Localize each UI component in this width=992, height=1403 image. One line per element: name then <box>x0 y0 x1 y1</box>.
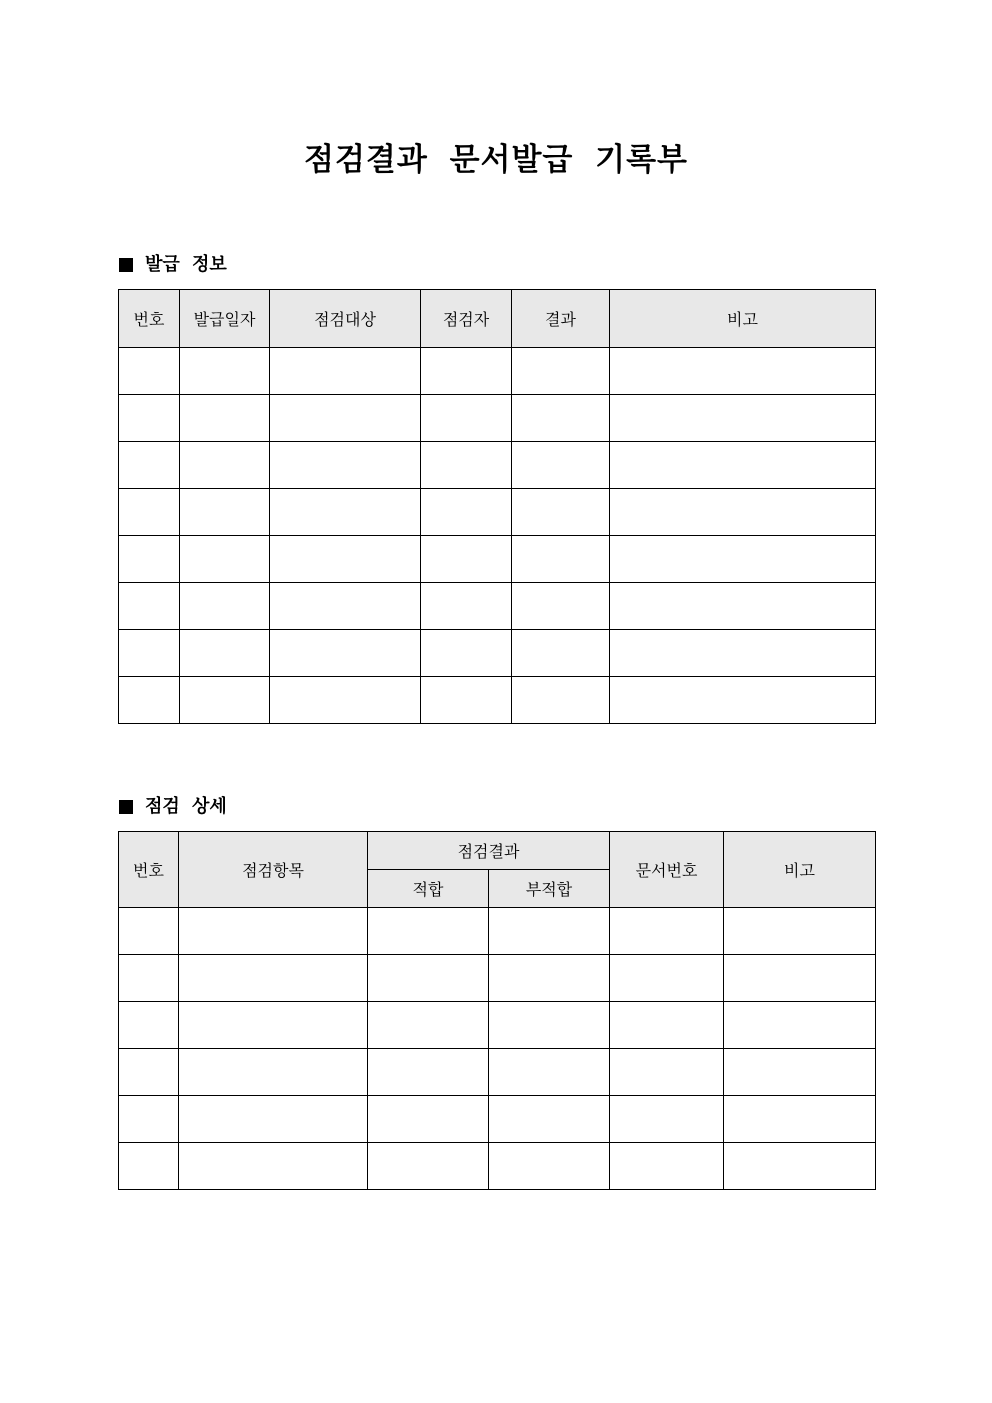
table-row <box>119 395 876 442</box>
table-cell[interactable] <box>180 630 270 677</box>
section-heading-label: 발급 정보 <box>145 254 227 275</box>
table-cell[interactable] <box>179 1143 368 1190</box>
table-row <box>119 908 876 955</box>
table-row <box>119 1143 876 1190</box>
table-cell[interactable] <box>119 1096 179 1143</box>
table-header-row <box>119 832 876 870</box>
table-cell[interactable] <box>421 442 512 489</box>
table-cell[interactable] <box>512 583 610 630</box>
table-cell[interactable] <box>724 955 876 1002</box>
table-row <box>119 536 876 583</box>
table-cell[interactable] <box>489 1049 610 1096</box>
table-cell[interactable] <box>179 955 368 1002</box>
table-cell[interactable] <box>368 1002 489 1049</box>
table-cell[interactable] <box>180 583 270 630</box>
table-cell[interactable] <box>119 1002 179 1049</box>
col-header-result: 결과 <box>512 290 610 348</box>
table-cell[interactable] <box>180 536 270 583</box>
table-row <box>119 1002 876 1049</box>
table-row <box>119 630 876 677</box>
table-cell[interactable] <box>270 583 421 630</box>
table-cell[interactable] <box>421 348 512 395</box>
table-header-row <box>119 290 876 348</box>
col-header-fail: 부적합 <box>489 870 610 908</box>
col-header-number: 번호 <box>119 832 179 908</box>
table-cell[interactable] <box>119 1143 179 1190</box>
table-cell[interactable] <box>512 536 610 583</box>
table-row <box>119 348 876 395</box>
table-cell[interactable] <box>489 1002 610 1049</box>
table-cell[interactable] <box>270 536 421 583</box>
table-cell[interactable] <box>610 1096 724 1143</box>
table-cell[interactable] <box>368 908 489 955</box>
table-cell[interactable] <box>119 908 179 955</box>
table-cell[interactable] <box>421 489 512 536</box>
table-cell[interactable] <box>180 442 270 489</box>
table-cell[interactable] <box>119 395 180 442</box>
table-cell[interactable] <box>610 1049 724 1096</box>
table-cell[interactable] <box>180 348 270 395</box>
table-cell[interactable] <box>610 583 876 630</box>
col-header-note: 비고 <box>724 832 876 908</box>
table-cell[interactable] <box>421 677 512 724</box>
col-header-pass: 적합 <box>368 870 489 908</box>
section-heading-issue <box>119 253 227 277</box>
col-header-inspector: 점검자 <box>421 290 512 348</box>
table-cell[interactable] <box>270 348 421 395</box>
table-cell[interactable] <box>119 955 179 1002</box>
col-header-inspection-target: 점검대상 <box>270 290 421 348</box>
table-cell[interactable] <box>119 348 180 395</box>
table-cell[interactable] <box>610 489 876 536</box>
table-cell[interactable] <box>180 489 270 536</box>
table-cell[interactable] <box>421 583 512 630</box>
table-cell[interactable] <box>610 348 876 395</box>
col-header-inspection-result: 점검결과 <box>368 832 610 870</box>
table-cell[interactable] <box>421 395 512 442</box>
table-cell[interactable] <box>724 1002 876 1049</box>
table-cell[interactable] <box>368 1143 489 1190</box>
table-row <box>119 955 876 1002</box>
table-cell[interactable] <box>368 955 489 1002</box>
table-cell[interactable] <box>421 536 512 583</box>
table-cell[interactable] <box>270 395 421 442</box>
table-cell[interactable] <box>368 1049 489 1096</box>
table-row <box>119 1049 876 1096</box>
table-cell[interactable] <box>512 395 610 442</box>
table-cell[interactable] <box>270 677 421 724</box>
table-cell[interactable] <box>119 536 180 583</box>
col-header-note: 비고 <box>610 290 876 348</box>
table-cell[interactable] <box>180 677 270 724</box>
table-cell[interactable] <box>119 442 180 489</box>
section-heading-detail <box>119 795 227 819</box>
table-cell[interactable] <box>724 1143 876 1190</box>
table-cell[interactable] <box>489 1143 610 1190</box>
table-cell[interactable] <box>610 908 724 955</box>
table-cell[interactable] <box>179 1096 368 1143</box>
table-cell[interactable] <box>512 348 610 395</box>
table-cell[interactable] <box>179 1002 368 1049</box>
table-cell[interactable] <box>610 1002 724 1049</box>
table-cell[interactable] <box>489 955 610 1002</box>
col-header-inspection-item: 점검항목 <box>179 832 368 908</box>
table-cell[interactable] <box>119 630 180 677</box>
issue-info-table <box>118 289 876 724</box>
col-header-issue-date: 발급일자 <box>180 290 270 348</box>
table-row <box>119 442 876 489</box>
table-cell[interactable] <box>179 1049 368 1096</box>
table-cell[interactable] <box>119 583 180 630</box>
table-cell[interactable] <box>119 1049 179 1096</box>
table-cell[interactable] <box>724 1096 876 1143</box>
table-cell[interactable] <box>421 630 512 677</box>
table-cell[interactable] <box>610 677 876 724</box>
table-cell[interactable] <box>610 395 876 442</box>
square-bullet-icon <box>119 800 133 814</box>
table-cell[interactable] <box>489 1096 610 1143</box>
table-cell[interactable] <box>270 630 421 677</box>
table-cell[interactable] <box>512 442 610 489</box>
table-cell[interactable] <box>610 955 724 1002</box>
table-cell[interactable] <box>489 908 610 955</box>
table-row <box>119 489 876 536</box>
table-cell[interactable] <box>724 1049 876 1096</box>
table-cell[interactable] <box>724 908 876 955</box>
table-cell[interactable] <box>512 489 610 536</box>
table-cell[interactable] <box>512 677 610 724</box>
table-cell[interactable] <box>270 442 421 489</box>
table-cell[interactable] <box>119 489 180 536</box>
square-bullet-icon <box>119 258 133 272</box>
table-cell[interactable] <box>610 536 876 583</box>
col-header-number: 번호 <box>119 290 180 348</box>
table-cell[interactable] <box>270 489 421 536</box>
table-cell[interactable] <box>610 442 876 489</box>
table-cell[interactable] <box>610 1143 724 1190</box>
table-row <box>119 1096 876 1143</box>
section-heading-label: 점검 상세 <box>145 796 227 817</box>
document-title: 점검결과 문서발급 기록부 <box>304 142 688 178</box>
table-row <box>119 677 876 724</box>
table-cell[interactable] <box>512 630 610 677</box>
table-cell[interactable] <box>179 908 368 955</box>
table-cell[interactable] <box>180 395 270 442</box>
table-cell[interactable] <box>368 1096 489 1143</box>
inspection-detail-table <box>118 831 876 1190</box>
table-cell[interactable] <box>119 677 180 724</box>
table-cell[interactable] <box>610 630 876 677</box>
table-row <box>119 583 876 630</box>
col-header-document-number: 문서번호 <box>610 832 724 908</box>
